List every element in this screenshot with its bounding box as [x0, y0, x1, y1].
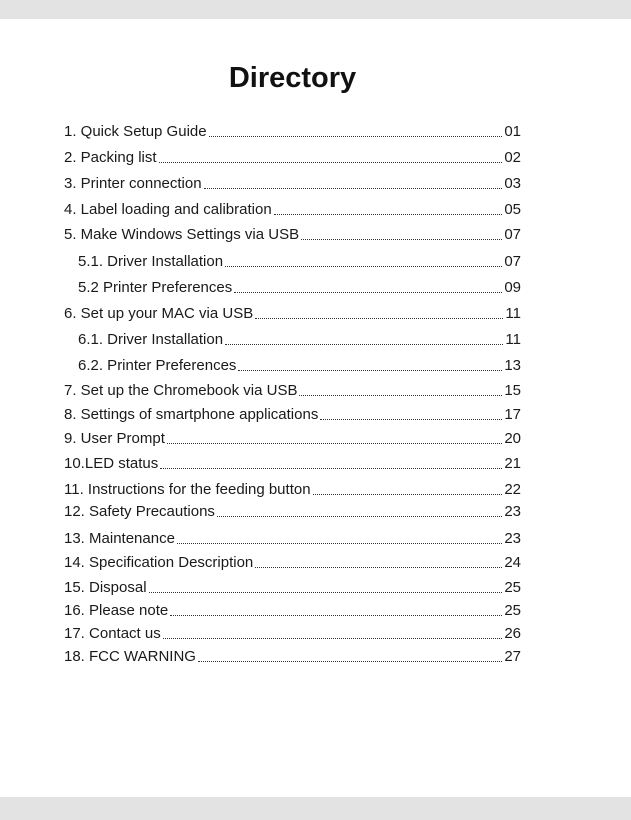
toc-entry-label: 12. Safety Precautions — [64, 503, 215, 520]
toc-leader-dots — [301, 239, 502, 240]
toc-entry-page: 01 — [504, 123, 521, 140]
toc-entry[interactable] — [64, 119, 521, 141]
toc-leader-dots — [313, 494, 503, 495]
toc-entry-label: 6. Set up your MAC via USB — [64, 305, 254, 322]
toc-subentry[interactable] — [64, 249, 521, 271]
toc-entry-page: 11 — [505, 331, 521, 348]
toc-entry[interactable] — [64, 575, 521, 597]
toc-entry-page: 03 — [504, 175, 521, 192]
toc-entry[interactable] — [64, 477, 521, 499]
toc-leader-dots — [167, 443, 502, 444]
toc-entry[interactable] — [64, 171, 521, 193]
toc-leader-dots — [238, 370, 502, 371]
toc-entry[interactable] — [64, 301, 521, 323]
top-margin-bar — [0, 0, 631, 19]
toc-leader-dots — [209, 136, 503, 137]
toc-entry[interactable] — [64, 145, 521, 167]
toc-entry-page: 20 — [504, 430, 521, 447]
toc-leader-dots — [274, 214, 503, 215]
toc-entry-label: 10.LED status — [64, 455, 159, 472]
page-title: Directory — [228, 62, 357, 94]
toc-entry-page: 07 — [504, 253, 521, 270]
toc-entry-page: 24 — [504, 554, 521, 571]
toc-entry-label: 5.1. Driver Installation — [78, 253, 224, 270]
toc-entry[interactable] — [64, 598, 521, 620]
toc-entry-label: 8. Settings of smartphone applications — [64, 406, 319, 423]
bottom-margin-bar — [0, 797, 631, 820]
toc-entry[interactable] — [64, 526, 521, 548]
toc-leader-dots — [234, 292, 502, 293]
toc-leader-dots — [255, 318, 503, 319]
toc-entry-page: 26 — [504, 625, 521, 642]
toc-leader-dots — [198, 661, 502, 662]
toc-entry-label: 1. Quick Setup Guide — [64, 123, 207, 140]
toc-entry[interactable] — [64, 197, 521, 219]
toc-entry-label: 13. Maintenance — [64, 530, 175, 547]
toc-entry-page: 09 — [504, 279, 521, 296]
toc-leader-dots — [204, 188, 503, 189]
toc-entry[interactable] — [64, 378, 521, 400]
toc-entry-page: 07 — [504, 226, 521, 243]
toc-entry-page: 17 — [504, 406, 521, 423]
toc-entry-label: 5. Make Windows Settings via USB — [64, 226, 300, 243]
toc-entry-page: 21 — [504, 455, 521, 472]
toc-entry-page: 22 — [504, 481, 521, 498]
toc-entry[interactable] — [64, 426, 521, 448]
toc-entry-label: 4. Label loading and calibration — [64, 201, 272, 218]
toc-entry-page: 25 — [504, 579, 521, 596]
toc-leader-dots — [149, 592, 503, 593]
toc-entry-label: 17. Contact us — [64, 625, 161, 642]
toc-entry-label: 5.2 Printer Preferences — [78, 279, 233, 296]
toc-leader-dots — [217, 516, 502, 517]
toc-leader-dots — [255, 567, 502, 568]
toc-entry-page: 15 — [504, 382, 521, 399]
toc-entry-label: 11. Instructions for the feeding button — [64, 481, 311, 498]
toc-entry-label: 3. Printer connection — [64, 175, 202, 192]
toc-subentry[interactable] — [64, 275, 521, 297]
toc-entry-page: 13 — [504, 357, 521, 374]
toc-subentry[interactable] — [64, 353, 521, 375]
toc-leader-dots — [225, 344, 503, 345]
toc-entry-page: 27 — [504, 648, 521, 665]
toc-entry-label: 6.2. Printer Preferences — [78, 357, 237, 374]
toc-entry[interactable] — [64, 550, 521, 572]
toc-entry[interactable] — [64, 451, 521, 473]
toc-entry-label: 16. Please note — [64, 602, 169, 619]
toc-entry[interactable] — [64, 644, 521, 666]
toc-leader-dots — [159, 162, 503, 163]
toc-subentry[interactable] — [64, 327, 521, 349]
toc-leader-dots — [163, 638, 503, 639]
toc-leader-dots — [320, 419, 502, 420]
toc-entry-label: 9. User Prompt — [64, 430, 165, 447]
toc-entry[interactable] — [64, 222, 521, 244]
toc-leader-dots — [299, 395, 502, 396]
toc-leader-dots — [170, 615, 502, 616]
toc-entry-page: 02 — [504, 149, 521, 166]
toc-entry[interactable] — [64, 402, 521, 424]
toc-entry-label: 6.1. Driver Installation — [78, 331, 224, 348]
toc-entry-label: 7. Set up the Chromebook via USB — [64, 382, 298, 399]
toc-entry-page: 23 — [504, 503, 521, 520]
toc-leader-dots — [225, 266, 502, 267]
toc-entry-label: 14. Specification Description — [64, 554, 254, 571]
toc-entry-page: 05 — [504, 201, 521, 218]
toc-leader-dots — [160, 468, 502, 469]
toc-entry-label: 18. FCC WARNING — [64, 648, 196, 665]
toc-entry[interactable] — [64, 621, 521, 643]
toc-entry[interactable] — [64, 499, 521, 521]
toc-entry-page: 25 — [504, 602, 521, 619]
toc-entry-label: 2. Packing list — [64, 149, 157, 166]
toc-entry-label: 15. Disposal — [64, 579, 147, 596]
toc-entry-page: 11 — [505, 305, 521, 322]
toc-leader-dots — [177, 543, 502, 544]
toc-entry-page: 23 — [504, 530, 521, 547]
